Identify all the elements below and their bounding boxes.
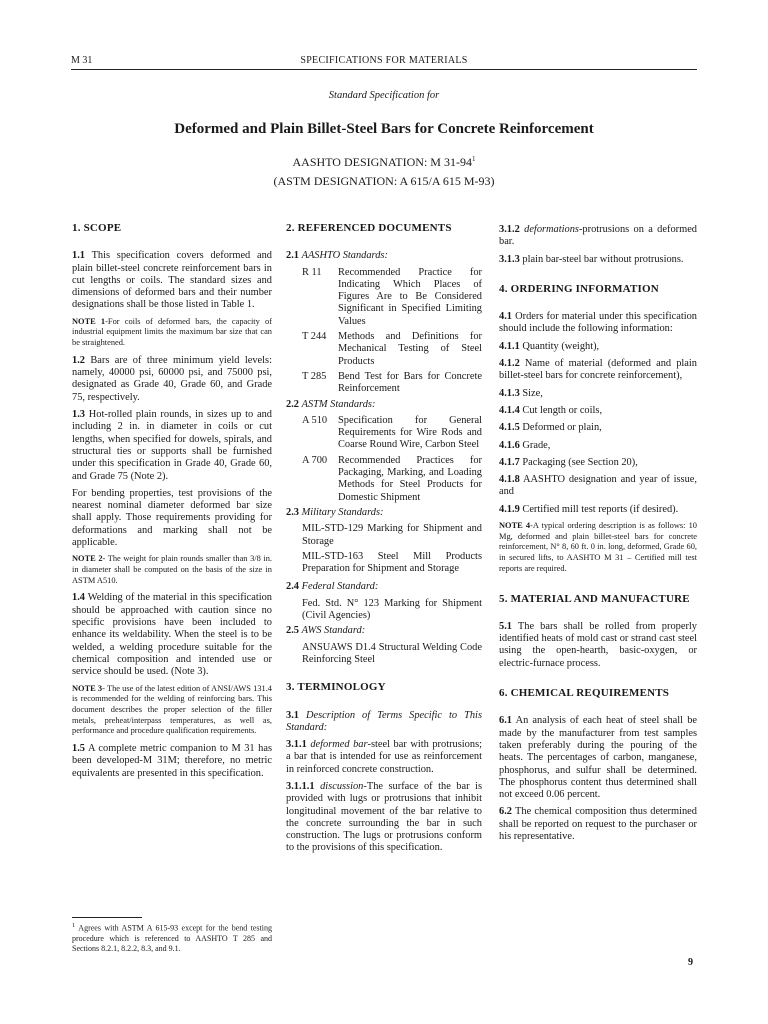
subsection-5-1: 5.1 The bars shall be rolled from properly identified heats of mold cast or strand cast steel using the open-hearth, basic-oxygen, or electric-furnace process. [499,620,697,669]
paragraph-1-2: 1.2 Bars are of three minimum yield levels: namely, 40000 psi, 60000 psi, and 75000 psi, designated as Grade 40, Grade 60, and Grade 75, respectively. [72,354,272,403]
standard-spec-label: Standard Specification for [328,90,440,101]
list-item: 4.1.7 Packaging (see Section 20), [499,456,638,468]
reference-item: A 700 Recommended Practices for Packaging, Marking, and Loading Methods for Steel Products for Domestic Shipment [302,454,482,503]
column-3 [499,224,697,848]
reference-item: MIL-STD-129 Marking for Shipment and Storage [302,523,482,547]
reference-item: Fed. Std. N° 123 Marking for Shipment (Civil Agencies) [302,597,482,622]
section-heading-material: 5. MATERIAL AND MANUFACTURE [499,592,690,605]
designation-astm: (ASTM DESIGNATION: A 615/A 615 M-93) [273,174,495,188]
section-heading-ordering: 4. ORDERING INFORMATION [499,282,659,295]
subsection-2-2: 2.2 ASTM Standards: [286,398,376,410]
reference-item: MIL-STD-163 Steel Mill Products Preparation for Shipment and Storage [302,550,482,575]
header-code: M 31 [71,55,93,66]
subsection-2-5: 2.5 AWS Standard: [286,625,366,637]
section-heading-chemical: 6. CHEMICAL REQUIREMENTS [499,687,670,700]
list-item: 4.1.8 AASHTO designation and year of issue, and [499,474,697,498]
paragraph-1-4: 1.4 Welding of the material in this specification should be approached with caution since no specific provisions have been included to enhance its weldability. When the steel is to be welded, a welding procedure suitable for the chemical composition and intended use or service should be used. (Note 3). [72,592,272,678]
list-item: 4.1.5 Deformed or plain, [499,422,602,434]
reference-item: T 285 Bend Test for Bars for Concrete Reinforcement [302,370,482,395]
header-rule [71,69,697,70]
note-1: NOTE 1-For coils of deformed bars, the capacity of industrial equipment limits the maximum bar size that can be straightened. [72,316,272,348]
reference-item: R 11 Recommended Practice for Indicating Which Places of Figures Are to Be Considered Significant in Specified Limiting Values [302,266,482,327]
note-2: NOTE 2- The weight for plain rounds smaller than 3/8 in. in diameter shall be computed on the basis of the size in ASTM A510. [72,554,272,585]
subsection-3-1: 3.1 Description of Terms Specific to This Standard: [286,709,482,733]
header-title: SPECIFICATIONS FOR MATERIALS [300,55,468,66]
subsection-3-1-2: 3.1.2 deformations-protrusions on a deformed bar. [499,224,697,248]
paragraph-1-3b: For bending properties, test provisions of the nearest nominal diameter deformed bar size shall apply. Those requirements providing for deformations and marking shall not be applicable. [72,487,272,549]
subsection-3-1-3: 3.1.3 plain bar-steel bar without protrusions. [499,253,684,265]
paragraph-1-3: 1.3 Hot-rolled plain rounds, in sizes up to and including 2 in. in diameter in coils or cut lengths, when specified for dowels, spirals, and structural ties or supports shall be furnished under this specification in Grade 40, Grade 60, and Grade 75 (Note 2). [72,409,272,482]
designation-aashto: AASHTO DESIGNATION: M $31-94^1$ [292,155,476,169]
section-heading-scope: 1. SCOPE [72,222,122,234]
subsection-3-1-1-1: 3.1.1.1 discussion-The surface of the bar is provided with lugs or protrusions that inhibit longitudinal movement of the bar relative to the concrete surrounding the bar in such construction. The lugs or protrusions conform to the provisions of this specification. [286,780,482,854]
subsection-3-1-1: 3.1.1 deformed bar-steel bar with protrusions; a bar that is intended for use as reinforcement in reinforced concrete construction. [286,739,482,775]
subsection-4-1: 4.1 Orders for material under this specification should include the following information: [499,311,697,335]
note-3: NOTE 3- The use of the latest edition of ANSI/AWS 131.4 is recommended for the welding of reinforcing bars. This document describes the proper selection of the filler metals, preheat/interpass temperatures, as well as, performance and procedure qualification requirements. [72,683,272,736]
subsection-6-1: 6.1 An analysis of each heat of steel shall be made by the manufacturer from test samples taken preferably during the pouring of the heats. The percentages of carbon, manganese, phosphorus, and sulfur shall be determined. The phosphorus content thus determined shall not exceed 0.06 percent. [499,715,698,801]
note-4: NOTE 4-A typical ordering description is as follows: 10 Mg, deformed and plain billet-steel bars for concrete reinforcement, N° 8, 60 ft. 0 in. long, deformed, Grade 60, in secured lifts, to AASHTO M 31 – Certified mill test reports are required. [499,521,697,573]
subsection-2-1: 2.1 AASHTO Standards: [286,250,388,262]
list-item: 4.1.9 Certified mill test reports (if desired). [499,503,679,515]
list-item: 4.1.4 Cut length or coils, [499,404,603,416]
paragraph-1-1: 1.1 This specification covers deformed and plain billet-steel concrete reinforcement bars in cut lengths or coils. The standard sizes and dimensions of deformed bars and their number designations shall be those listed in Table 1. [72,250,272,311]
footnote-rule [72,917,142,918]
reference-item: T 244 Methods and Definitions for Mechanical Testing of Steel Products [302,331,482,367]
reference-item: ANSUAWS D1.4 Structural Welding Code Reinforcing Steel [302,641,482,665]
column-1 [72,222,272,785]
paragraph-1-5: 1.5 A complete metric companion to M 31 has been developed-M 31M; therefore, no metric equivalents are presented in this specification. [72,743,272,779]
list-item: 4.1.6 Grade, [499,439,551,451]
reference-item: A 510 Specification for General Requirements for Wire Rods and Coarse Round Wire, Carbon Steel [302,414,482,451]
page-number: 9 [688,957,693,968]
footnote: $^1$ Agrees with ASTM A 615-93 except for the bend testing procedure which is referenced to AASHTO T 285 and Sections 8.2.1, 8.2.2, 8.3, and 9.1. [72,922,272,953]
document-title: Deformed and Plain Billet-Steel Bars for Concrete Reinforcement [174,121,594,137]
section-heading-referenced: 2. REFERENCED DOCUMENTS [286,222,452,234]
subsection-2-3: 2.3 Military Standards: [286,506,384,518]
subsection-6-2: 6.2 The chemical composition thus determined shall be reported on request to the purchaser or his representative. [499,806,697,843]
subsection-2-4: 2.4 Federal Standard: [286,581,379,593]
list-item: 4.1.3 Size, [499,387,543,399]
list-item: 4.1.2 Name of material (deformed and plain billet-steel bars for concrete reinforcement), [499,358,697,382]
column-2 [286,222,482,860]
list-item: 4.1.1 Quantity (weight), [499,340,600,352]
section-heading-terminology: 3. TERMINOLOGY [286,681,386,694]
